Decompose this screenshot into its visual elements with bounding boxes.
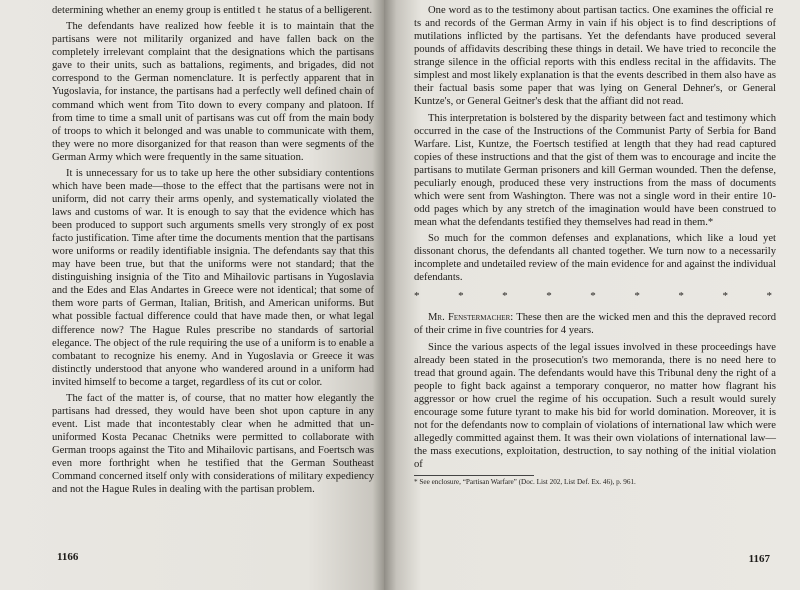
left-paragraph-3: It is unnecessary for us to take up here the other subsidiary contentions which have been made—those to the effect that the partisans were not in uniform, did not carry their arms openly, and systematically violated the laws and customs of war. It is enough to say that the evidence which has been produced to support such arguments smells very strongly of ex post facto justification. Time after time the documents mention that the partisans wore uniforms or readily identifiable insignia. The defendants say that this may have been true, but that the uniforms were not standard; that the distinguishing insignia of the Tito and Mihailovic partisans in Yugoslavia and the Edes and Elas Andartes in Greece were not identical; that some of them wore parts of German, Italian, British, and American uniforms. But what possible factual difference could that have made then, or what legal difference now? The Hague Rules prescribe no standards of sartorial elegance. The object of the rule requiring the use of a uniform is to enable a combatant to recognize his enemy. And in Yugoslavia or Greece it was distinctly understood that anyone who wandered around in a uniform had invited himself to become a target, regardless of its cut or color. — [52, 167, 374, 388]
left-page — [0, 0, 384, 590]
right-paragraph-3: So much for the common defenses and explanations, which like a loud yet dissonant chorus, the defendants all chanted together. We turn now to a necessarily incomplete and undetailed review of the main evidence for and against the individual defendants. — [414, 233, 776, 284]
separator-star: * — [634, 290, 640, 303]
separator-star: * — [722, 290, 728, 303]
speaker-text: These then are the wicked men and this the depraved record of their crime in five countries for 4 years. — [414, 312, 776, 337]
right-page-number: 1167 — [748, 553, 770, 565]
speaker-name: Mr. Fenstermacher: — [428, 312, 514, 324]
right-page — [384, 0, 800, 590]
right-paragraph-4: Since the various aspects of the legal issues involved in these proceedings have already been stated in the prosecution's two memoranda, there is no need here to tread that ground again. The defendants would have this Tribunal deny the right of a people to fight back against a temporary conqueror, no matter how flagrant his aggressor or how cruel the regime of his occupation. Such a result would surely encourage some future tyrant to make his bid for world domination. Moreover, it is not for the defendants now to complain of violations of international law which were allegedly committed against them. It was their own violations of international law—the mass executions, exploitation, destruction, to say nothing of the initial violation of — [414, 341, 776, 471]
left-paragraph-4: The fact of the matter is, of course, that no matter how elegantly the partisans had dressed, they would have been shot upon capture in any event. List made that incontestably clear when he admitted that un-uniformed Kosta Pecanac Chetniks were permitted to collaborate with German troops against the Tito and Mihailovic partisans, and Foertsch was even more forthright when he testified that the German Southeast Command concerned itself only with considerations of military expediency and not the Hague Rules in dealing with the partisan problem. — [52, 392, 374, 496]
right-page-text — [414, 4, 776, 471]
section-separator — [414, 290, 772, 303]
separator-star: * — [502, 290, 508, 303]
separator-star: * — [766, 290, 772, 303]
separator-star: * — [546, 290, 552, 303]
separator-star: * — [590, 290, 596, 303]
footnote-divider — [414, 475, 534, 476]
left-page-text — [52, 4, 374, 496]
separator-star: * — [414, 290, 420, 303]
separator-star: * — [458, 290, 464, 303]
footnote: * See enclosure, “Partisan Warfare” (Doc. List 202, List Def. Ex. 46), p. 961. — [414, 478, 636, 487]
left-page-number: 1166 — [57, 551, 79, 563]
left-paragraph-2: The defendants have realized how feeble it is to maintain that the partisans were not militarily organized and have fallen back on the completely irrelevant complaint that the designations which the partisans gave to their units, such as battalions, regiments, and brigades, did not correspond to the German nomenclature. It is perfectly apparent that in Yugoslavia, for instance, the partisans had a perfectly well defined chain of command which went from Tito down to every company and platoon. If from time to time a small unit of partisans was cut off from the main body of troops to which it belonged and was unable to communicate with them, they were no more disorganized for that reason than were segments of the German Army which were frequently in the same situation. — [52, 21, 374, 163]
separator-star: * — [678, 290, 684, 303]
right-paragraph-2: This interpretation is bolstered by the disparity between fact and testimony which occurred in the case of the Instructions of the Communist Party of Serbia for Band Warfare. List, Kuntze, the Foertsch testified at length that they had read captured copies of these instructions and that the gist of them was to encourage and incite the partisans to mutilate German prisoners and kill German wounded. Then the defense, peculiarly enough, produced these very instructions from the mass of documents which were sent from Washington. There was not a single word in their entire 10-odd pages which by any stretch of the imagination would have been construed to mean what the defendants testified they themselves had read in them.* — [414, 112, 776, 228]
right-paragraph-1: One word as to the testimony about partisan tactics. One examines the official re ts and records of the German Army in vain if his object is to find descriptions of mutilations inflicted by the partisans. Yet the defendants have produced several pounds of affidavits describing these things in detail. We have tried to reconcile the strange silence in the official reports with this endless recital in the affidavits. The simplest and most likely explanation is that the events described in them also have as their factual basis some paper that was lying on General Dehner's, or General Kuntze's, or General Geitner's desk that the affiant did not read. — [414, 5, 776, 108]
speaker-paragraph — [414, 311, 776, 337]
left-paragraph-1: determining whether an enemy group is entitled t he status of a belligerent. — [52, 5, 373, 16]
